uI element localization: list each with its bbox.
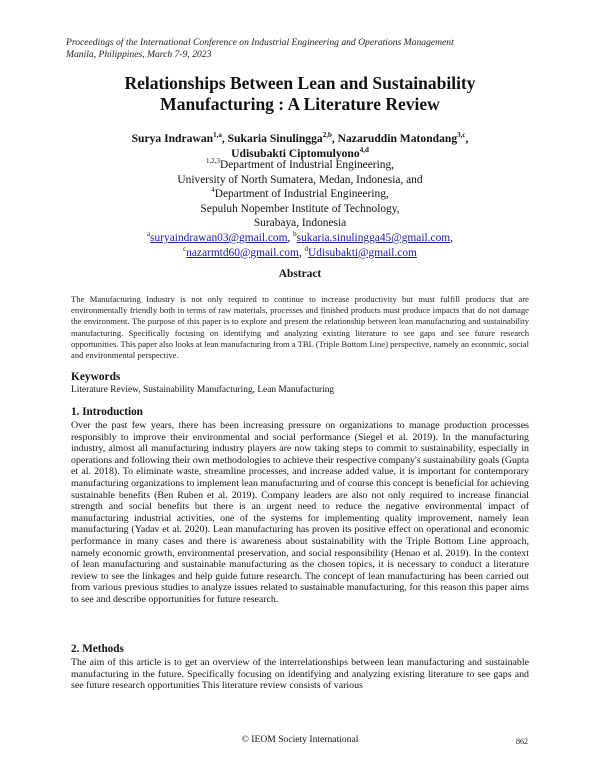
section-heading-methods: 2. Methods — [71, 643, 124, 655]
keywords-text: Literature Review, Sustainability Manufacturing, Lean Manufacturing — [71, 385, 335, 395]
affiliations — [40, 158, 560, 260]
email-link[interactable]: Udisubakti@gmail.com — [308, 246, 417, 259]
author-name: Surya Indrawan — [131, 132, 214, 145]
email-separator: , — [287, 231, 294, 244]
title-line-2: Manufacturing : A Literature Review — [160, 94, 440, 114]
author-sup: 3,c — [457, 131, 466, 140]
affiliation-text: Department of Industrial Engineering, — [220, 159, 394, 171]
affiliation-dept-2 — [40, 187, 560, 202]
abstract-heading: Abstract — [278, 268, 322, 280]
email-separator: , — [298, 246, 305, 259]
email-sup: d — [304, 244, 309, 253]
email-sup: c — [183, 244, 187, 253]
methods-text: The aim of this article is to get an overview of the interrelationships between lean manufacturing and sustainable manufacturing in the future. Specifically focusing on identifying and analyzing existing literature to see gaps and see future research opportunities This literature review consists of various — [71, 657, 529, 692]
author-sup: 4,d — [359, 146, 369, 155]
author-separator: , — [221, 132, 228, 145]
running-header — [66, 37, 536, 61]
affiliation-univ-1: University of North Sumatera, Medan, Indonesia, and — [177, 173, 423, 186]
author-separator: , — [331, 132, 338, 145]
author-separator: , — [465, 132, 469, 145]
footer-copyright: © IEOM Society International — [241, 734, 359, 745]
author-line-1 — [40, 131, 560, 146]
email-sup: a — [147, 230, 151, 239]
author-sup: 2,b — [322, 131, 332, 140]
affiliation-univ-2: Sepuluh Nopember Institute of Technology, — [200, 202, 400, 215]
abstract-text: The Manufacturing Industry is not only required to continue to increase productivity but must fulfill products that are environmentally friendly both in terms of raw materials, processes and finished products must produce impacts that do not damage the environment. The purpose of this paper is to explore and present the relationship between lean manufacturing and sustainability manufacturing. Specifically focusing on identifying and analyzing existing literature to see gaps and see future research opportunities. This paper also looks at lean manufacturing from a TBL (Triple Bottom Line) perspective, namely an economic, social and environmental perspective. — [71, 294, 529, 361]
affiliation-text: Department of Industrial Engineering, — [214, 188, 389, 201]
email-link[interactable]: suryaindrawan03@gmail.com — [150, 231, 288, 244]
page-number: 862 — [516, 737, 528, 746]
affiliation-sup: 4 — [211, 186, 215, 195]
author-name: Sukaria Sinulingga — [227, 132, 323, 145]
email-line-1 — [40, 231, 560, 246]
email-line-2 — [40, 246, 560, 261]
header-location-date: Manila, Philippines, March 7-9, 2023 — [66, 49, 212, 60]
author-list — [40, 131, 560, 161]
keywords-heading: Keywords — [71, 371, 121, 383]
author-sup: 1,a — [213, 131, 222, 140]
author-name: Udisubakti Ciptomulyono — [231, 147, 360, 160]
email-link[interactable]: sukaria.sinulingga45@gmail.com — [296, 231, 451, 244]
header-conference: Proceedings of the International Conference on Industrial Engineering and Operations Management — [66, 37, 454, 48]
email-separator: , — [450, 231, 453, 244]
paper-title — [40, 73, 560, 115]
author-name: Nazaruddin Matondang — [337, 132, 458, 145]
introduction-text: Over the past few years, there has been increasing pressure on organizations to manage production processes responsibly to improve their environmental and social performance (Siegel et al. 2019). In the manufacturing industry, almost all manufacturing industry players are now taking steps to commit to sustainability, especially in operations and following their own methodologies to achieve their respective company's sustainability goals (Gupta et al. 2018). To eliminate waste, streamline processes, and increase added value, it is important for contemporary manufacturing organizations to implement lean manufacturing and of course this concept is beneficial for achieving sustainable benefits (Ben Ruben et al. 2019). Company leaders are also not only required to increase financial strength and social benefits but there is an urgent need to reduce the negative environmental impact of manufacturing industrial activities, one of the systems for implementing quality improvement, namely lean manufacturing (Yadav et al. 2020). Lean manufacturing has proven its positive effect on operational and economic performance in many cases and there is awareness about sustainability with the Triple Bottom Line approach, namely economic growth, environmental preservation, and social responsibility (Henao et al. 2019). In the context of lean manufacturing and sustainable manufacturing as the chosen topics, it is necessary to conduct a literature review to see the linkages and help guide future research. The concept of lean manufacturing has been carried out from various previous studies to analyze issues related to sustainable manufacturing, for this reason this paper aims to see and describe opportunities for future research. — [71, 420, 529, 605]
email-link[interactable]: nazarmtd60@gmail.com — [186, 246, 299, 259]
section-heading-introduction: 1. Introduction — [71, 406, 143, 418]
title-line-1: Relationships Between Lean and Sustainability — [124, 73, 476, 93]
affiliation-dept-1 — [40, 158, 560, 173]
affiliation-sup: 1,2,3 — [206, 157, 221, 166]
email-sup: b — [293, 230, 297, 239]
affiliation-city-2: Surabaya, Indonesia — [253, 217, 347, 230]
